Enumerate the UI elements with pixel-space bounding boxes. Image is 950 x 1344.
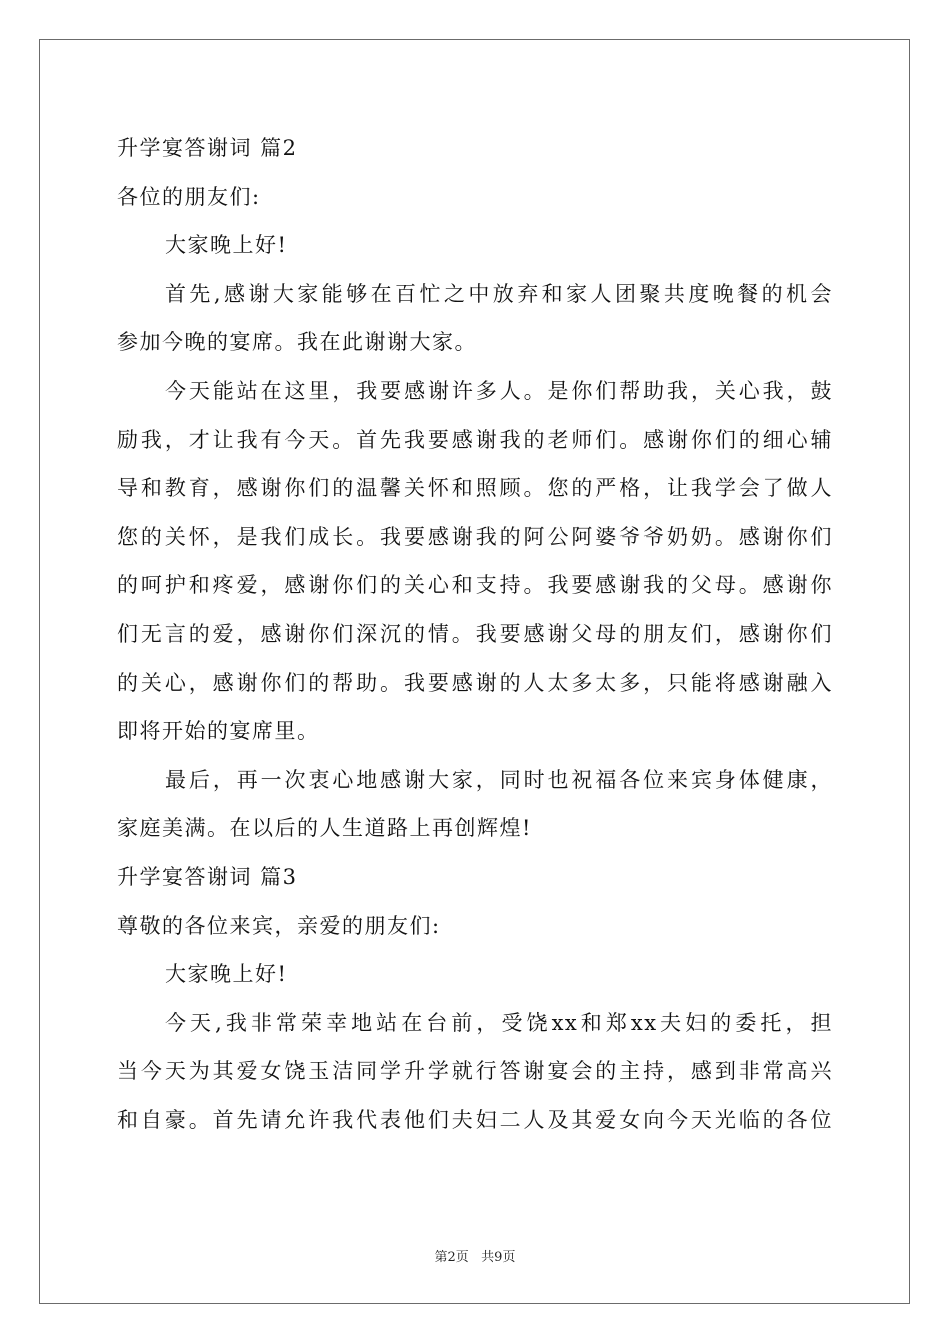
text-line: 的呵护和疼爱，感谢你们的关心和支持。我要感谢我的父母。感谢你 (117, 573, 833, 598)
text-line: 即将开始的宴席里。 (117, 719, 320, 744)
text-line: 导和教育，感谢你们的温馨关怀和照顾。您的严格，让我学会了做人 (117, 476, 833, 501)
page-number-footer: 第2页 共9页 (434, 1250, 516, 1265)
text-line: 最后，再一次衷心地感谢大家，同时也祝福各位来宾身体健康， (165, 767, 833, 792)
text-line: 励我，才让我有今天。首先我要感谢我的老师们。感谢你们的细心辅 (117, 427, 833, 452)
text-line: 的关心，感谢你们的帮助。我要感谢的人太多太多，只能将感谢融入 (117, 670, 833, 695)
text-line: 今天能站在这里，我要感谢许多人。是你们帮助我，关心我，鼓 (165, 378, 833, 403)
text-line: 您的关怀，是我们成长。我要感谢我的阿公阿婆爷爷奶奶。感谢你们 (117, 524, 833, 549)
text-line: 当今天为其爱女饶玉洁同学升学就行答谢宴会的主持，感到非常高兴 (117, 1059, 833, 1084)
text-line: 大家晚上好! (165, 233, 288, 258)
text-line: 今天,我非常荣幸地站在台前，受饶xx和郑xx夫妇的委托，担 (165, 1010, 833, 1035)
text-line: 参加今晚的宴席。我在此谢谢大家。 (117, 330, 477, 355)
text-line: 升学宴答谢词 篇2 (117, 136, 298, 160)
text-line: 和自豪。首先请允许我代表他们夫妇二人及其爱女向今天光临的各位 (117, 1107, 833, 1132)
text-line: 大家晚上好! (165, 962, 288, 987)
text-line: 各位的朋友们: (117, 184, 261, 209)
text-line: 首先,感谢大家能够在百忙之中放弃和家人团聚共度晚餐的机会 (165, 281, 833, 306)
text-line: 尊敬的各位来宾，亲爱的朋友们: (117, 913, 441, 938)
text-line: 们无言的爱，感谢你们深沉的情。我要感谢父母的朋友们，感谢你们 (117, 621, 833, 646)
text-line: 升学宴答谢词 篇3 (117, 864, 298, 889)
text-line: 家庭美满。在以后的人生道路上再创辉煌! (117, 816, 532, 841)
document-body (117, 124, 833, 1144)
